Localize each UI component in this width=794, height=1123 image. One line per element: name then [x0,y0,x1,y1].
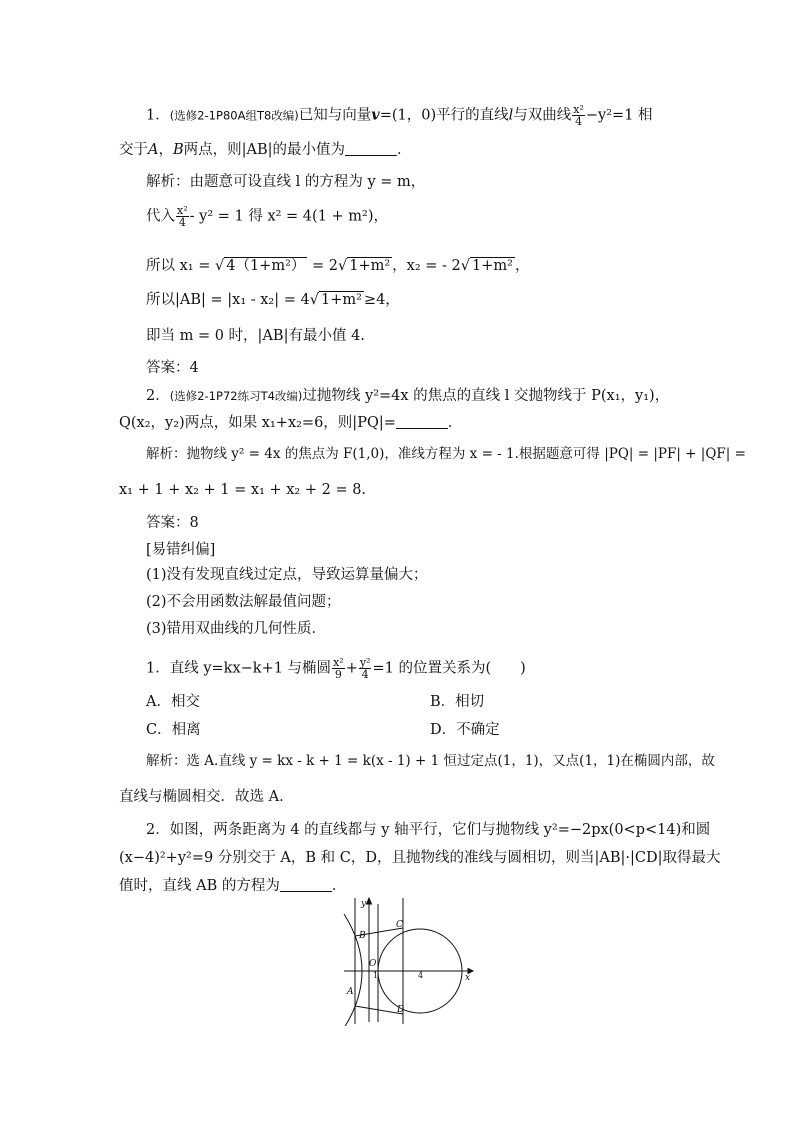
denominator: 9 [334,668,342,681]
text: −y²=1 相 [585,107,653,124]
option-b: B．相切 [430,694,485,710]
problem-2-solution-2: x₁ + 1 + x₂ + 1 = x₁ + x₂ + 2 = 8. [119,482,367,498]
answer-blank [396,414,448,429]
source-note: (选修2-1P72练习T4改编) [169,389,303,403]
vector-v: v [371,106,380,124]
label-b: B [359,931,366,941]
error-item-2: (2)不会用函数法解最值问题； [146,594,341,610]
problem-1-answer: 答案：4 [146,360,199,376]
problem-1-solution-5: 即当 m = 0 时，|AB|有最小值 4. [146,328,365,344]
text: 交于 [119,142,148,158]
numerator: y² [359,656,371,669]
radicand: 1+m² [472,258,513,274]
answer-blank [280,877,332,892]
label-a: A [347,987,354,997]
text: = 2 [312,258,338,274]
text: 代入 [146,208,175,225]
label-y: y [361,899,367,909]
text: 两点，则|AB|的最小值为 [183,142,346,158]
problem-2-line-1 [146,386,669,406]
denominator: 4 [361,668,369,681]
label-4: 4 [418,971,424,980]
label-x: x [465,973,471,983]
denominator: 4 [178,216,186,229]
text: ， [158,142,173,158]
exercise-1-line-1 [146,657,526,680]
text: ， [514,258,530,274]
fraction-x2-over-4 [176,205,189,228]
text: - y² = 1 得 x² = 4(1 + m²)， [189,208,389,225]
exercise-2-line-1: 2．如图，两条距离为 4 的直线都与 y 轴平行，它们与抛物线 y²=−2px(0<p<14)和圆 [146,822,711,838]
problem-1-line-1 [146,104,653,127]
problem-2-answer: 答案：8 [146,515,199,531]
option-d: D．不确定 [430,722,500,738]
text: ≥4， [363,292,400,308]
line-l: l [508,107,514,124]
numerator: x² [333,656,344,669]
problem-1-solution-1: 解析：由题意可设直线 l 的方程为 y = m， [146,174,426,190]
text: ，x₂ = - 2 [392,258,461,274]
y-axis-arrow [367,898,372,904]
problem-2-line-2 [119,413,462,433]
numerator: x² [177,204,188,217]
text: Q(x₂，y₂)两点，如果 x₁+x₂=6，则|PQ|= [119,415,396,431]
text: 与双曲线 [513,107,572,124]
text: 1．直线 y=kx−k+1 与椭圆 [146,660,332,677]
option-a: A．相交 [146,694,200,710]
text: 值时，直线 AB 的方程为 [119,878,280,894]
point-b: B [172,142,184,158]
segment-a-d [355,1006,403,1014]
question-number: 1． [146,107,170,124]
point-a: A [148,142,159,158]
text: 所以|AB| = |x₁ - x₂| = 4 [146,292,310,308]
radicand: 1+m² [320,292,362,308]
radicand: 4（1+m²） [226,258,306,274]
label-o: O [369,959,377,969]
exercise-2-line-3 [119,876,346,896]
exercise-1-solution-2: 直线与椭圆相交．故选 A. [119,789,284,805]
fraction-y2-over-4 [359,657,372,680]
denominator: 4 [575,115,583,128]
geometry-figure [336,896,476,1026]
text: ． [447,415,463,431]
numerator: x² [573,103,584,116]
problem-1-solution-4: 所以|AB| = |x₁ - x₂| = 4√ 1+m² ≥4， [146,292,400,308]
question-number: 2． [146,388,170,404]
fraction-x2-over-4 [572,104,585,127]
problem-1-solution-3: 所以 x₁ = √ 4（1+m²） = 2√ 1+m² ，x₂ = - 2√ 1+m² ， [146,258,530,274]
plus-sign: + [345,660,358,677]
answer-blank [345,141,397,156]
exercise-2-line-2: (x−4)²+y²=9 分别交于 A，B 和 C，D，且抛物线的准线与圆相切，则当|AB|·|CD|取得最大 [119,850,721,866]
text: 已知与向量 [298,107,372,124]
label-c: C [396,920,403,930]
text: ． [397,142,412,158]
radicand: 1+m² [349,258,391,274]
problem-1-line-2 [119,140,412,160]
text: ． [331,878,347,894]
error-item-1: (1)没有发现直线过定点，导致运算量偏大； [146,567,428,583]
exercise-1-solution-1: 解析：选 A.直线 y = kx - k + 1 = k(x - 1) + 1 恒过定点(1，1)，又点(1，1)在椭圆内部，故 [146,753,715,769]
text: =(1，0)平行的直线 [379,107,509,124]
source-note: (选修2-1P80A组T8改编) [169,108,299,123]
text: 所以 x₁ = [146,258,211,274]
error-item-3: (3)错用双曲线的几何性质． [146,621,327,637]
problem-1-solution-2 [146,205,388,228]
errors-title: [易错纠偏] [146,542,216,558]
label-1: 1 [373,971,379,980]
option-c: C．相离 [146,722,201,738]
text: 过抛物线 y²=4x 的焦点的直线 l 交抛物线于 P(x₁，y₁)， [302,388,670,404]
text: =1 的位置关系为( ) [372,660,526,677]
label-d: D [397,1005,405,1015]
fraction-x2-over-9 [332,657,345,680]
problem-2-solution-1: 解析：抛物线 y² = 4x 的焦点为 F(1,0)，准线方程为 x = - 1.根据题意可得 |PQ| = |PF| + |QF| = [146,446,746,462]
